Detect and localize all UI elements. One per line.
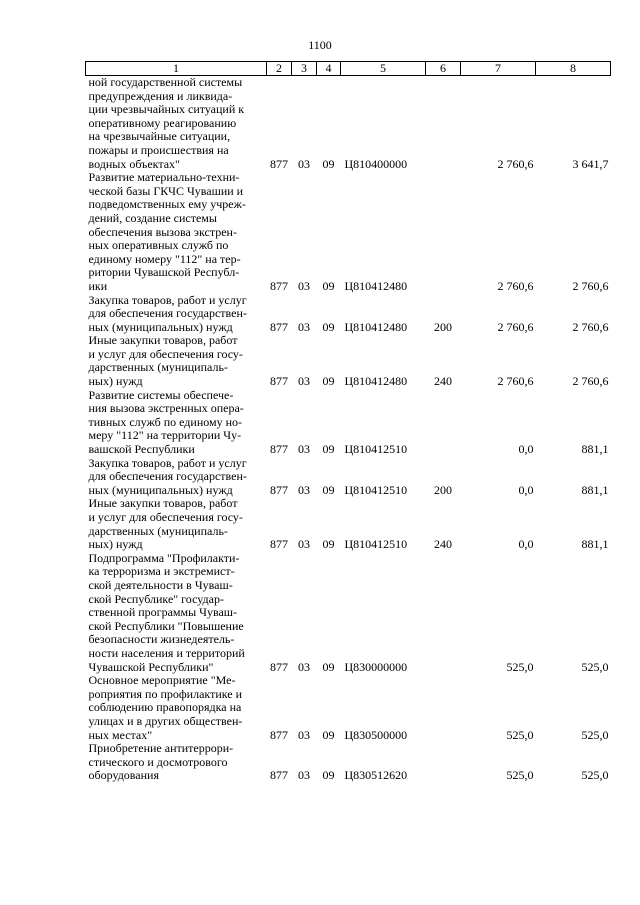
row-subsection: 09	[322, 482, 335, 497]
table-row	[86, 742, 611, 783]
table-row	[86, 497, 611, 551]
row-amount-2020: 881,1	[581, 537, 609, 552]
row-amount-2020: 525,0	[581, 768, 609, 783]
row-name: Закупка товаров, работ и услуг для обеспечения государствен- ных (муниципальных) нужд	[88, 292, 247, 334]
row-section: 03	[298, 156, 310, 171]
header-cell: 3	[292, 62, 317, 76]
row-section: 03	[298, 374, 310, 389]
row-amount-2020: 2 760,6	[572, 319, 609, 334]
row-admin-code: 877	[270, 156, 288, 171]
table-row	[86, 457, 611, 498]
table-row	[86, 294, 611, 335]
row-name: Приобретение антитеррори- стического и досмотрового оборудования	[88, 741, 234, 783]
row-amount-2020: 525,0	[581, 659, 609, 674]
row-amount-2019: 2 760,6	[497, 278, 534, 293]
row-target-article: Ц810412510	[344, 537, 408, 552]
header-cell: 4	[317, 62, 341, 76]
row-admin-code: 877	[270, 374, 288, 389]
table-row	[86, 389, 611, 457]
row-section: 03	[298, 278, 310, 293]
row-section: 03	[298, 442, 310, 457]
row-admin-code: 877	[270, 537, 288, 552]
row-name: Основное мероприятие "Ме- роприятия по профилактике и соблюдению правопорядка на улицах и в других обществен- ных местах"	[88, 673, 243, 742]
row-subsection: 09	[322, 727, 335, 742]
row-admin-code: 877	[270, 278, 288, 293]
row-name: Закупка товаров, работ и услуг для обеспечения государствен- ных (муниципальных) нужд	[88, 455, 247, 497]
row-subsection: 09	[322, 659, 335, 674]
row-expense-type	[426, 171, 461, 293]
row-target-article: Ц810412480	[344, 278, 408, 293]
header-row	[86, 62, 611, 76]
row-name: Подпрограмма "Профилакти- ка терроризма и экстремист- ской деятельности в Чуваш- ской Республике" государ- ственной программы Чуваш- ской Республики "Повышение безопасности жизнедеятель- ности населения и территорий Чувашской Республики"	[88, 550, 245, 674]
row-subsection: 09	[322, 319, 335, 334]
row-section: 03	[298, 727, 310, 742]
row-target-article: Ц830000000	[344, 659, 408, 674]
row-admin-code: 877	[270, 768, 288, 783]
row-amount-2020: 2 760,6	[572, 374, 609, 389]
row-subsection: 09	[322, 537, 335, 552]
row-name: Иные закупки товаров, работ и услуг для обеспечения госу- дарственных (муниципаль- ных) нужд	[88, 333, 243, 389]
row-expense-type	[426, 674, 461, 742]
row-expense-type	[426, 552, 461, 674]
budget-table	[85, 61, 611, 783]
row-name: ной государственной системы предупреждения и ликвида- ции чрезвычайных ситуаций к оперативному реагированию на чрезвычайные ситуации, пожары и происшествия на водных объектах"	[88, 75, 245, 171]
row-expense-type: 240	[434, 537, 452, 552]
row-amount-2019: 525,0	[506, 727, 534, 742]
row-amount-2020: 3 641,7	[572, 156, 609, 171]
row-expense-type	[426, 389, 461, 457]
row-amount-2019: 0,0	[518, 442, 534, 457]
table-row	[86, 171, 611, 293]
row-name: Развитие материально-техни- ческой базы ГКЧС Чувашии и подведомственных ему учреж- дений, создание системы обеспечения вызова экстрен- ных оперативных служб по единому номеру "112" на тер- ритории Чувашской Республ- ики	[88, 170, 246, 293]
row-target-article: Ц810412480	[344, 374, 408, 389]
row-amount-2019: 525,0	[506, 659, 534, 674]
row-admin-code: 877	[270, 319, 288, 334]
row-amount-2019: 0,0	[518, 537, 534, 552]
row-target-article: Ц830512620	[344, 768, 408, 783]
row-section: 03	[298, 537, 310, 552]
row-amount-2019: 525,0	[506, 768, 534, 783]
row-subsection: 09	[322, 374, 335, 389]
row-target-article: Ц830500000	[344, 727, 408, 742]
row-subsection: 09	[322, 278, 335, 293]
row-expense-type	[426, 742, 461, 783]
row-amount-2019: 2 760,6	[497, 319, 534, 334]
row-amount-2020: 2 760,6	[572, 278, 609, 293]
row-expense-type: 200	[434, 482, 452, 497]
row-subsection: 09	[322, 768, 335, 783]
page-number: 1100	[308, 38, 332, 52]
table-row	[86, 76, 611, 172]
row-admin-code: 877	[270, 442, 288, 457]
row-subsection: 09	[322, 442, 335, 457]
row-amount-2019: 0,0	[518, 482, 534, 497]
table-row	[86, 674, 611, 742]
row-expense-type: 240	[434, 374, 452, 389]
header-cell: 8	[536, 62, 611, 76]
row-expense-type	[426, 76, 461, 172]
row-name: Иные закупки товаров, работ и услуг для обеспечения госу- дарственных (муниципаль- ных) нужд	[88, 496, 243, 552]
table-body	[86, 76, 611, 783]
row-target-article: Ц810400000	[344, 156, 408, 171]
header-cell: 6	[426, 62, 461, 76]
table-row	[86, 552, 611, 674]
row-target-article: Ц810412510	[344, 442, 408, 457]
row-target-article: Ц810412510	[344, 482, 408, 497]
row-amount-2020: 525,0	[581, 727, 609, 742]
row-amount-2020: 881,1	[581, 442, 609, 457]
row-expense-type: 200	[434, 319, 452, 334]
row-section: 03	[298, 659, 310, 674]
header-cell: 2	[267, 62, 292, 76]
header-cell: 1	[86, 62, 267, 76]
row-amount-2020: 881,1	[581, 482, 609, 497]
row-section: 03	[298, 768, 310, 783]
row-amount-2019: 2 760,6	[497, 374, 534, 389]
row-admin-code: 877	[270, 659, 288, 674]
row-section: 03	[298, 482, 310, 497]
row-target-article: Ц810412480	[344, 319, 408, 334]
row-section: 03	[298, 319, 310, 334]
header-cell: 7	[461, 62, 536, 76]
row-subsection: 09	[322, 156, 335, 171]
row-admin-code: 877	[270, 482, 288, 497]
row-name: Развитие системы обеспече- ния вызова экстренных опера- тивных служб по единому но- меру "112" на территории Чу- вашской Республики	[88, 387, 244, 457]
row-admin-code: 877	[270, 727, 288, 742]
row-amount-2019: 2 760,6	[497, 156, 534, 171]
header-cell: 5	[341, 62, 426, 76]
table-row	[86, 334, 611, 388]
